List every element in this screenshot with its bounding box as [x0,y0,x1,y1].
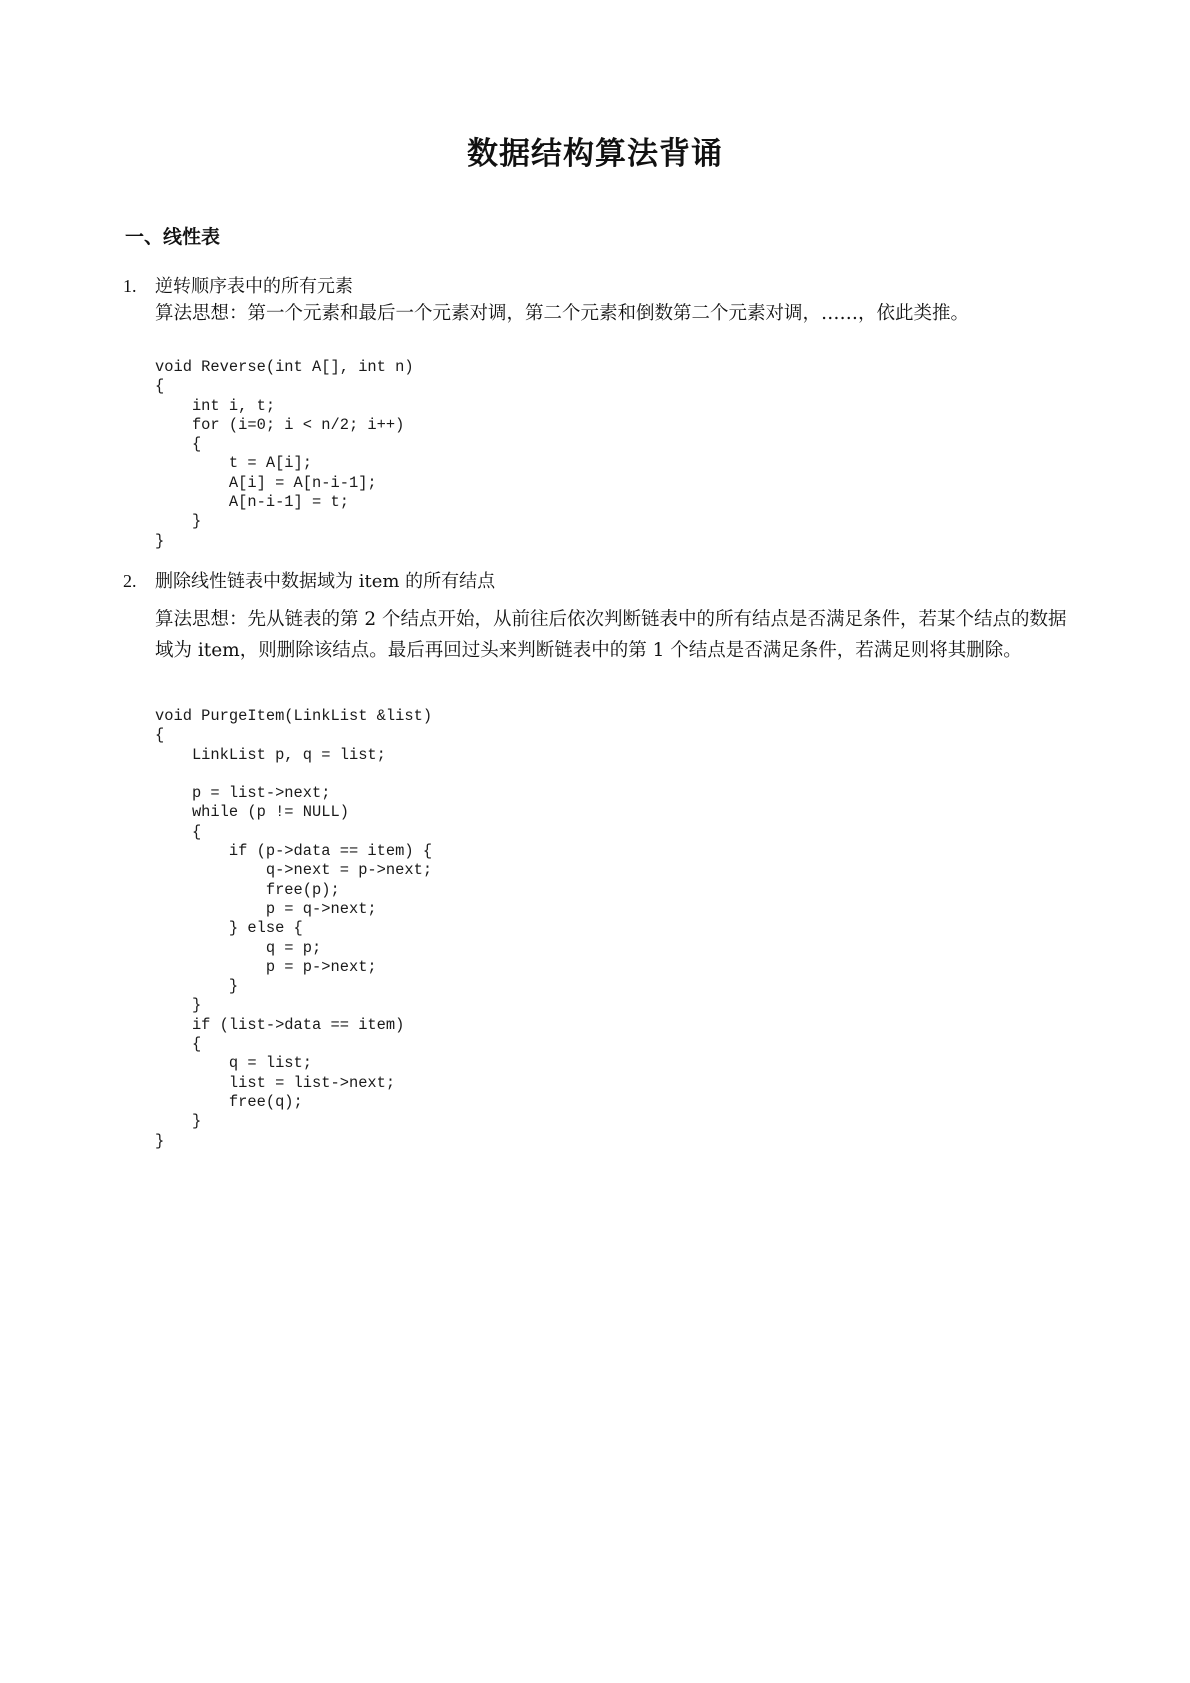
item-2-title [123,567,495,593]
item-1-title-text: 逆转顺序表中的所有元素 [155,276,353,297]
document-title: 数据结构算法背诵 [467,136,723,172]
item-2-description: 算法思想：先从链表的第 2 个结点开始，从前往后依次判断链表中的所有结点是否满足条件，若某个结点的数据域为 item，则删除该结点。最后再回过头来判断链表中的第 1 个结点是否满足条件，若满足则将其删除。 [155,609,1067,661]
item-2-code-block: void PurgeItem(LinkList &list) { LinkList p, q = list; p = list->next; while (p != NULL) { if (p->data == item) { q->next = p->next; free(p); p = q->next; } else { q = p; p = p->next; } } if (list->data == item) { q = list; list = list->next; free(q); } } [155,707,433,1150]
item-1-number: 1. [123,276,137,296]
item-1-code-block: void Reverse(int A[], int n) { int i, t; for (i=0; i < n/2; i++) { t = A[i]; A[i] = A[n-i-1]; A[n-i-1] = t; } } [155,358,414,550]
item-1-description: 算法思想：第一个元素和最后一个元素对调，第二个元素和倒数第二个元素对调，……，依此类推。 [155,303,970,324]
item-2-title-text: 删除线性链表中数据域为 item 的所有结点 [155,571,496,592]
section-heading: 一、线性表 [125,226,221,248]
item-2-number: 2. [123,571,137,591]
item-1-title [123,272,353,298]
